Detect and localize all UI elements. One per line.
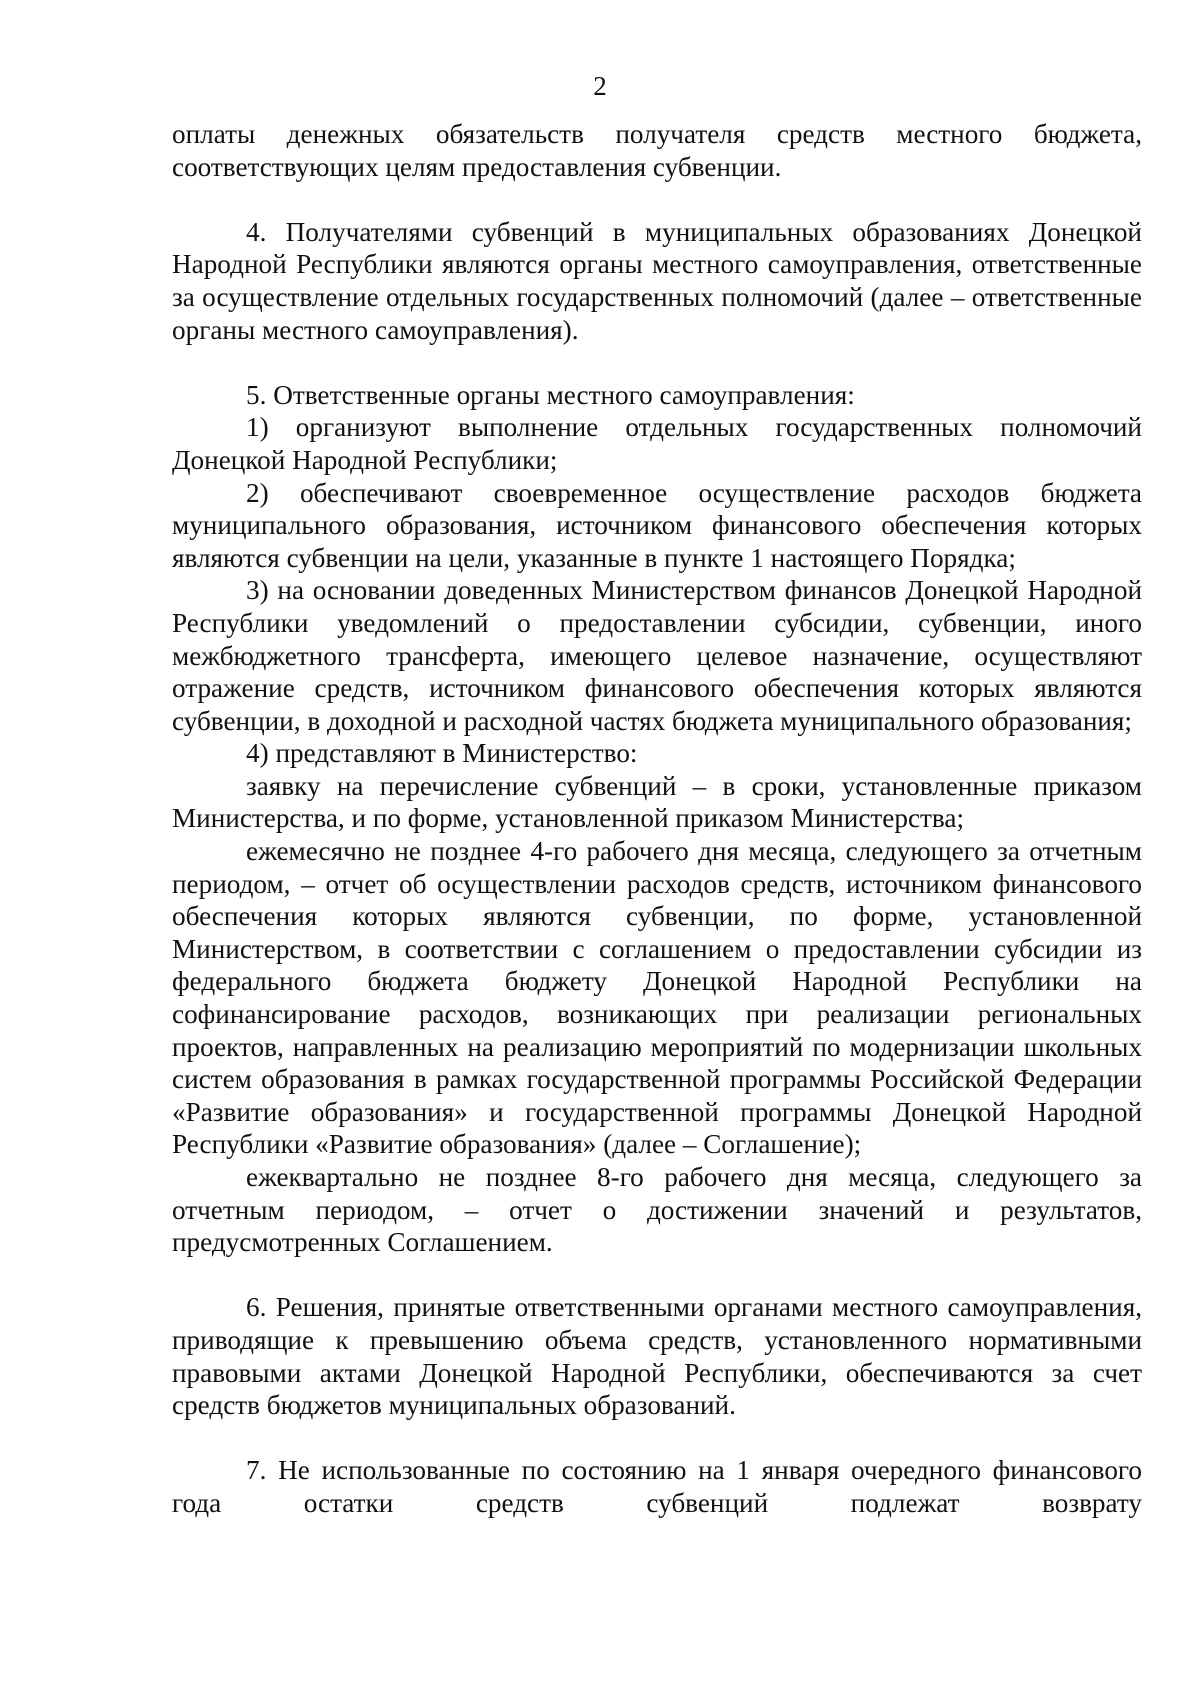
paragraph-item-5-4: 4) представляют в Министерство: [246, 738, 638, 769]
paragraph-continuation: оплаты денежных обязательств получателя средств местного бюджета, соответствующих целям предоставления субвенции. [172, 119, 1142, 182]
paragraph-gap [172, 346, 1142, 379]
paragraph-item-5-2: 2) обеспечивают своевременное осуществление расходов бюджета муниципального образования, источником финансового обеспечения которых являются субвенции на цели, указанные в пункте 1 настоящего Порядка; [172, 477, 1142, 573]
paragraph-gap [172, 1422, 1142, 1455]
paragraph-item-5-4-quarterly: ежеквартально не позднее 8-го рабочего дня месяца, следующего за отчетным периодом, – отчет о достижении значений и результатов, предусмотренных Соглашением. [172, 1162, 1142, 1258]
paragraph-item-6: 6. Решения, принятые ответственными органами местного самоуправления, приводящие к превышению объема средств, установленного нормативными правовыми актами Донецкой Народной Республики, обеспечиваются за счет средств бюджетов муниципальных образований. [172, 1292, 1142, 1421]
paragraph-item-5-3: 3) на основании доведенных Министерством финансов Донецкой Народной Республики уведомлений о предоставлении субсидии, субвенции, иного межбюджетного трансферта, имеющего целевое назначение, осуществляют отражение средств, источником финансового обеспечения которых являются субвенции, в доходной и расходной частях бюджета муниципального образования; [172, 575, 1142, 736]
paragraph-item-4: 4. Получателями субвенций в муниципальных образованиях Донецкой Народной Республики являются органы местного самоуправления, ответственные за осуществление отдельных государственных полномочий (далее – ответственные органы местного самоуправления). [172, 216, 1142, 345]
paragraph-gap [172, 183, 1142, 216]
paragraph-item-5-4-monthly: ежемесячно не позднее 4-го рабочего дня месяца, следующего за отчетным периодом, – отчет об осуществлении расходов средств, источником финансового обеспечения которых являются субвенции, по форме, установленной Министерством, в соответствии с соглашением о предоставлении субсидии из федерального бюджета бюджету Донецкой Народной Республики на софинансирование расходов, возникающих при реализации региональных проектов, направленных на реализацию мероприятий по модернизации школьных систем образования в рамках государственной программы Российской Федерации «Развитие образования» и государственной программы Донецкой Народной Республики «Развитие образования» (далее – Соглашение); [172, 836, 1142, 1160]
paragraph-item-5-4-request: заявку на перечисление субвенций – в сроки, установленные приказом Министерства, и по форме, установленной приказом Министерства; [172, 770, 1142, 834]
page-number: 2 [593, 71, 607, 101]
paragraph-gap [172, 1259, 1142, 1292]
paragraph-item-5-1: 1) организуют выполнение отдельных государственных полномочий Донецкой Народной Республики; [172, 412, 1142, 475]
document-body [172, 118, 1142, 1520]
paragraph-item-7: 7. Не использованные по состоянию на 1 января очередного финансового года остатки средств субвенций подлежат возврату [172, 1455, 1142, 1518]
paragraph-item-5: 5. Ответственные органы местного самоуправления: [246, 379, 855, 410]
